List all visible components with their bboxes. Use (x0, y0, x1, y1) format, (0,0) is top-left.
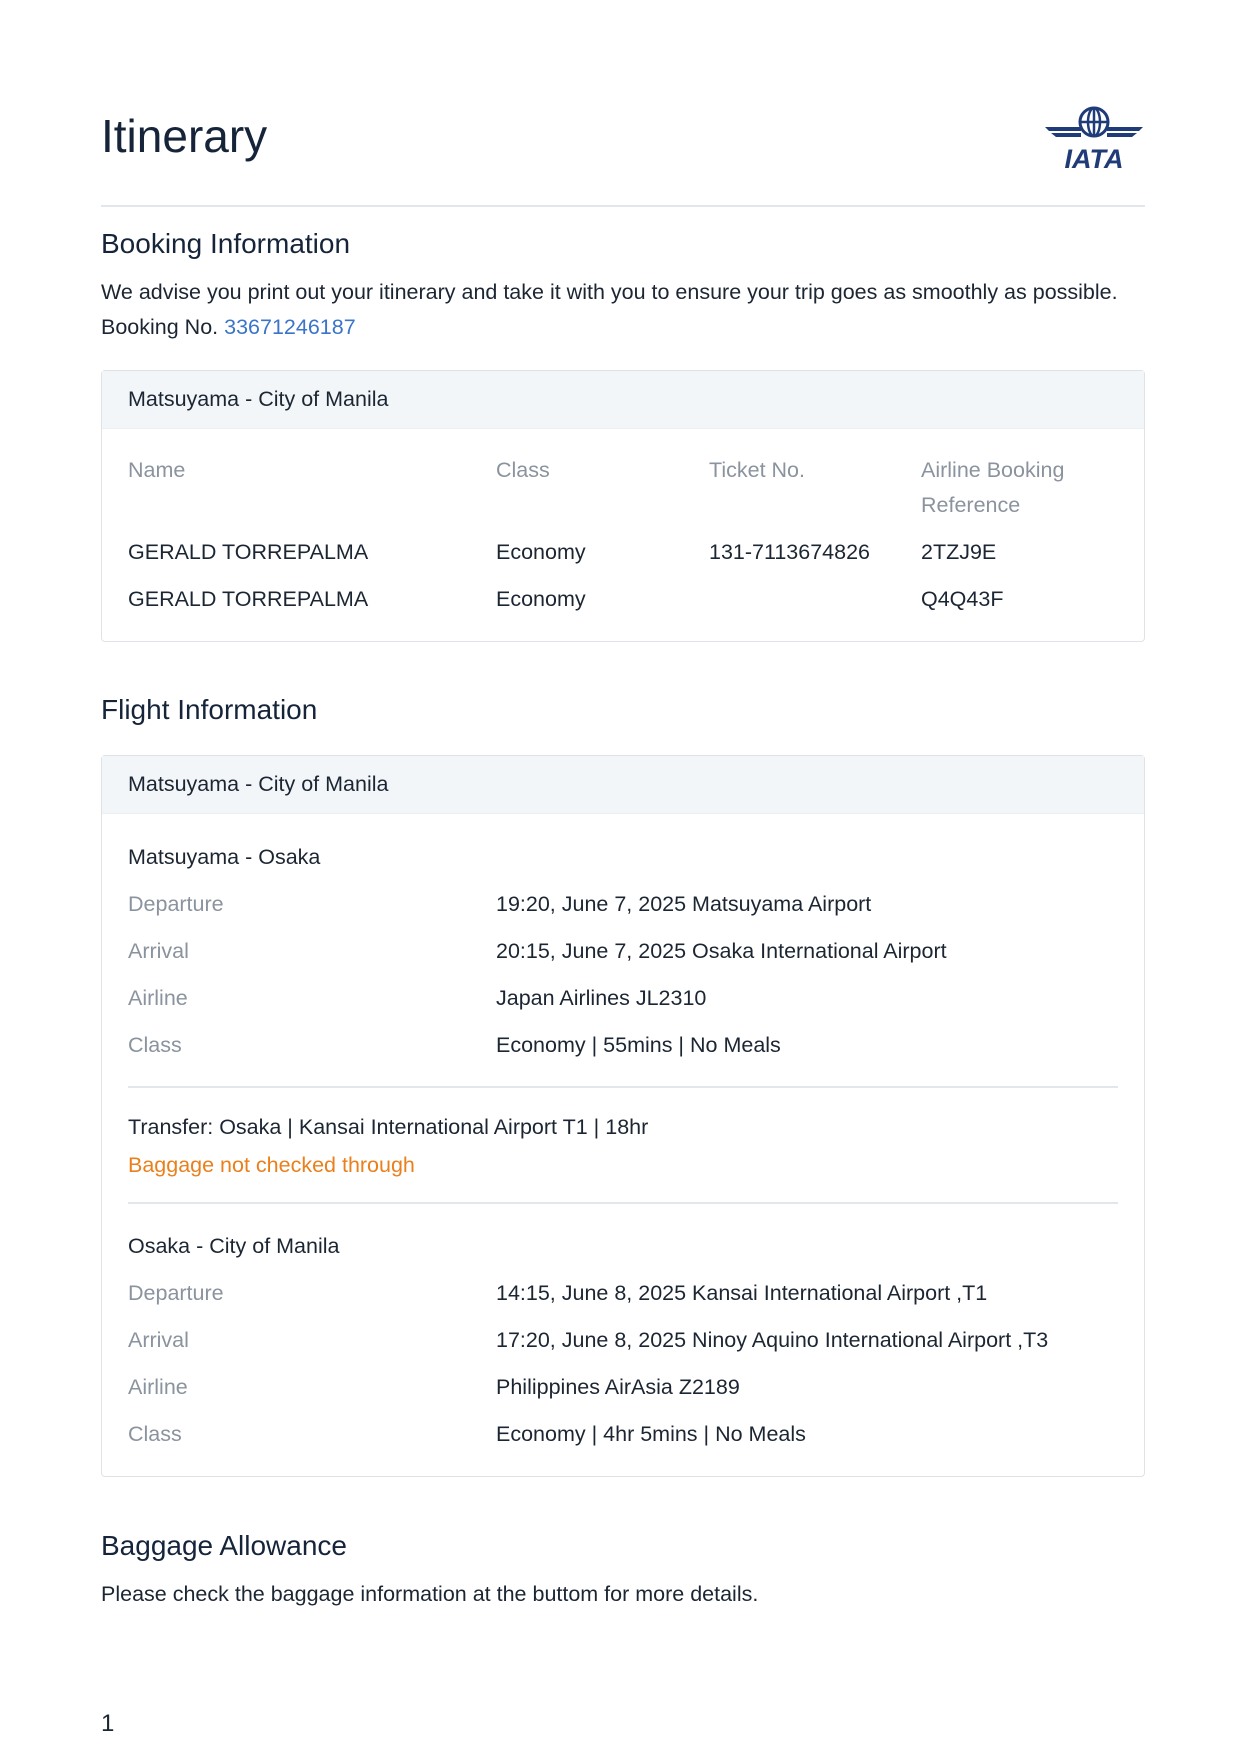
segment-divider (128, 1086, 1118, 1088)
column-header-ticket: Ticket No. (709, 458, 805, 482)
flight-card-title: Matsuyama - City of Manila (102, 756, 1144, 814)
arrival-value: 20:15, June 7, 2025 Osaka International Airport (496, 939, 947, 963)
booking-number-link[interactable]: 33671246187 (224, 315, 356, 339)
baggage-heading: Baggage Allowance (101, 1530, 347, 1561)
departure-value: 14:15, June 8, 2025 Kansai International Airport ,T1 (496, 1281, 988, 1305)
booking-card (101, 370, 1145, 642)
segment-divider (128, 1202, 1118, 1204)
page-number: 1 (101, 1710, 115, 1737)
arrival-label: Arrival (128, 1328, 189, 1352)
passenger-name: GERALD TORREPALMA (128, 540, 369, 564)
airline-value: Japan Airlines JL2310 (496, 986, 707, 1010)
passenger-booking-reference: Q4Q43F (921, 587, 1004, 611)
class-value: Economy | 55mins | No Meals (496, 1033, 781, 1057)
page-header (101, 95, 1145, 207)
departure-label: Departure (128, 1281, 224, 1305)
class-label: Class (128, 1033, 182, 1057)
airline-label: Airline (128, 986, 188, 1010)
booking-card-title: Matsuyama - City of Manila (102, 371, 1144, 429)
column-header-name: Name (128, 458, 186, 482)
page-title: Itinerary (101, 110, 268, 162)
baggage-note: Please check the baggage information at the buttom for more details. (101, 1582, 759, 1606)
arrival-label: Arrival (128, 939, 189, 963)
passenger-class: Economy (496, 540, 586, 564)
booking-heading: Booking Information (101, 228, 351, 259)
flight-heading: Flight Information (101, 694, 318, 725)
segment-route: Osaka - City of Manila (128, 1234, 340, 1258)
booking-number-label: Booking No. (101, 315, 219, 339)
flight-card (101, 755, 1145, 1477)
class-label: Class (128, 1422, 182, 1446)
departure-value: 19:20, June 7, 2025 Matsuyama Airport (496, 892, 872, 916)
airline-value: Philippines AirAsia Z2189 (496, 1375, 740, 1399)
transfer-text: Transfer: Osaka | Kansai International Airport T1 | 18hr (128, 1115, 649, 1139)
passenger-booking-reference: 2TZJ9E (921, 540, 997, 564)
airline-label: Airline (128, 1375, 188, 1399)
arrival-value: 17:20, June 8, 2025 Ninoy Aquino International Airport ,T3 (496, 1328, 1049, 1352)
booking-advice: We advise you print out your itinerary and take it with you to ensure your trip goes as smoothly as possible. (101, 280, 1118, 304)
passenger-name: GERALD TORREPALMA (128, 587, 369, 611)
baggage-warning: Baggage not checked through (128, 1153, 415, 1177)
iata-logo-text: IATA (1064, 144, 1124, 174)
booking-number-line (101, 315, 356, 340)
segment-route: Matsuyama - Osaka (128, 845, 321, 869)
iata-logo (1043, 105, 1145, 175)
column-header-booking-reference: Airline Booking Reference (921, 458, 1065, 517)
departure-label: Departure (128, 892, 224, 916)
class-value: Economy | 4hr 5mins | No Meals (496, 1422, 806, 1446)
column-header-class: Class (496, 458, 550, 482)
passenger-class: Economy (496, 587, 586, 611)
passenger-ticket: 131-7113674826 (709, 540, 871, 564)
